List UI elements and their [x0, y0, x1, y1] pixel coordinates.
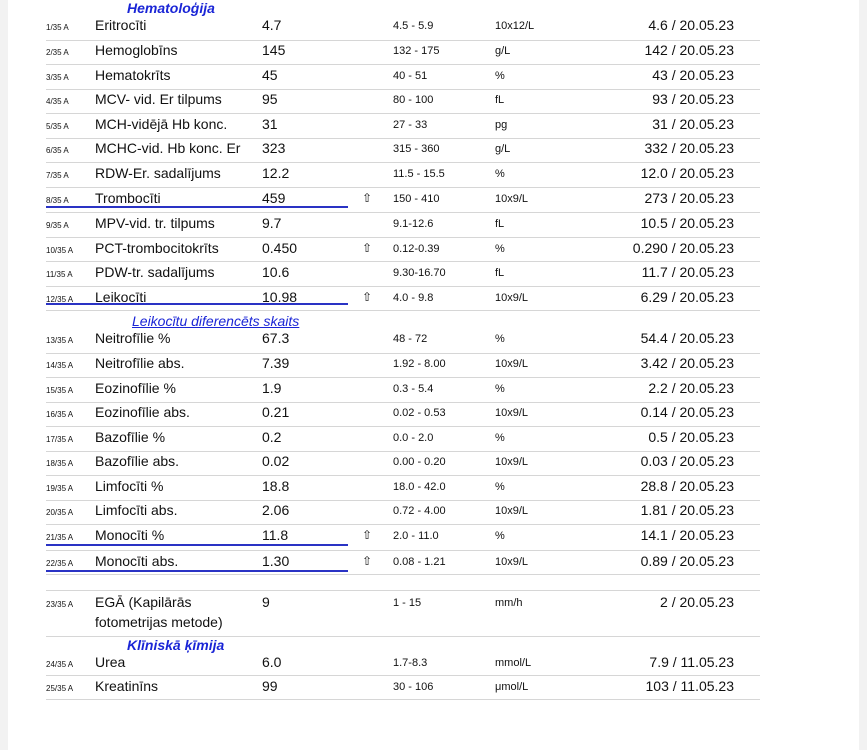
unit: % — [495, 530, 505, 542]
unit: 10x9/L — [495, 292, 529, 304]
result-value: 0.02 — [262, 453, 290, 469]
section-clinical-chemistry: Klīniskā ķīmija — [127, 637, 225, 653]
row-divider — [46, 212, 760, 213]
previous-result: 12.0 / 20.05.23 — [640, 165, 734, 181]
previous-result: 14.1 / 20.05.23 — [640, 527, 734, 543]
unit: fL — [495, 267, 505, 279]
test-name: Monocīti % — [95, 527, 165, 543]
unit: fL — [495, 218, 505, 230]
row-number: 14/35 A — [46, 361, 74, 370]
test-name: MCH-vidējā Hb konc. — [95, 116, 228, 132]
row-number: 17/35 A — [46, 435, 74, 444]
reference-range: 132 - 175 — [393, 45, 440, 57]
row-number: 20/35 A — [46, 508, 74, 517]
row-number: 24/35 A — [46, 660, 74, 669]
row-divider — [46, 310, 760, 311]
row-divider — [46, 699, 760, 700]
test-name: Limfocīti % — [95, 478, 164, 494]
row-divider — [46, 377, 760, 378]
row-number: 1/35 A — [46, 23, 69, 32]
abnormal-underline — [46, 544, 348, 546]
result-value: 18.8 — [262, 478, 290, 494]
result-value: 11.8 — [262, 527, 289, 543]
row-divider — [46, 636, 760, 637]
previous-result: 0.5 / 20.05.23 — [648, 429, 734, 445]
result-value: 4.7 — [262, 17, 282, 33]
result-value: 1.30 — [262, 553, 290, 569]
row-number: 21/35 A — [46, 533, 74, 542]
reference-range: 9.1-12.6 — [393, 218, 434, 230]
row-number: 10/35 A — [46, 246, 74, 255]
reference-range: 0.02 - 0.53 — [393, 407, 446, 419]
row-number: 8/35 A — [46, 196, 69, 205]
previous-result: 31 / 20.05.23 — [652, 116, 734, 132]
reference-range: 11.5 - 15.5 — [393, 168, 445, 180]
result-value: 99 — [262, 678, 278, 694]
result-value: 0.2 — [262, 429, 282, 445]
test-name: MCHC-vid. Hb konc. Er — [95, 140, 241, 156]
reference-range: 30 - 106 — [393, 681, 434, 693]
row-divider — [46, 261, 760, 262]
row-number: 6/35 A — [46, 146, 69, 155]
previous-result: 11.7 / 20.05.23 — [641, 264, 734, 280]
unit: 10x12/L — [495, 20, 535, 32]
row-number: 11/35 A — [46, 270, 73, 279]
unit: 10x9/L — [495, 193, 529, 205]
reference-range: 48 - 72 — [393, 333, 428, 345]
test-name: MPV-vid. tr. tilpums — [95, 215, 215, 231]
test-name: Leikocīti — [95, 289, 147, 305]
row-divider — [46, 675, 760, 676]
test-name: MCV- vid. Er tilpums — [95, 91, 222, 107]
test-name: Hematokrīts — [95, 67, 171, 83]
test-name: PDW-tr. sadalījums — [95, 264, 215, 280]
abnormal-underline — [46, 570, 348, 572]
row-number: 23/35 A — [46, 600, 74, 609]
reference-range: 0.08 - 1.21 — [393, 556, 446, 568]
unit: fL — [495, 94, 505, 106]
unit: 10x9/L — [495, 358, 529, 370]
unit: 10x9/L — [495, 556, 529, 568]
row-divider — [46, 475, 760, 476]
previous-result: 0.89 / 20.05.23 — [640, 553, 734, 569]
row-number: 9/35 A — [46, 221, 69, 230]
result-value: 67.3 — [262, 330, 290, 346]
row-number: 5/35 A — [46, 122, 69, 131]
high-flag-icon: ⇧ — [362, 290, 373, 304]
unit: % — [495, 383, 505, 395]
unit: mm/h — [495, 597, 523, 609]
test-name: Urea — [95, 654, 126, 670]
previous-result: 7.9 / 11.05.23 — [649, 654, 734, 670]
result-value: 12.2 — [262, 165, 290, 181]
result-value: 0.450 — [262, 240, 298, 256]
previous-result: 0.290 / 20.05.23 — [632, 240, 734, 256]
row-number: 4/35 A — [46, 97, 69, 106]
previous-result: 0.03 / 20.05.23 — [640, 453, 734, 469]
previous-result: 103 / 11.05.23 — [645, 678, 734, 694]
result-value: 459 — [262, 190, 286, 206]
row-divider — [46, 113, 760, 114]
reference-range: 1.7-8.3 — [393, 657, 428, 669]
row-number: 18/35 A — [46, 459, 74, 468]
row-number: 25/35 A — [46, 684, 74, 693]
result-value: 9 — [262, 594, 270, 610]
test-name: Bazofīlie abs. — [95, 453, 180, 469]
unit: % — [495, 432, 505, 444]
row-divider — [46, 187, 760, 188]
row-number: 19/35 A — [46, 484, 74, 493]
reference-range: 18.0 - 42.0 — [393, 481, 446, 493]
previous-result: 2.2 / 20.05.23 — [648, 380, 734, 396]
unit: % — [495, 243, 505, 255]
result-value: 9.7 — [262, 215, 282, 231]
section-hematology: Hematoloģija — [127, 0, 215, 16]
test-name: Neitrofīlie abs. — [95, 355, 185, 371]
reference-range: 0.3 - 5.4 — [393, 383, 434, 395]
reference-range: 150 - 410 — [393, 193, 440, 205]
unit: pg — [495, 119, 508, 131]
test-name: Hemoglobīns — [95, 42, 178, 58]
result-value: 31 — [262, 116, 278, 132]
row-divider — [46, 574, 760, 575]
test-name: PCT-trombocitokrīts — [95, 240, 219, 256]
high-flag-icon: ⇧ — [362, 528, 373, 542]
test-name: Eozinofīlie abs. — [95, 404, 190, 420]
unit: g/L — [495, 143, 511, 155]
row-divider — [46, 550, 760, 551]
unit: μmol/L — [495, 681, 529, 693]
unit: mmol/L — [495, 657, 532, 669]
row-divider — [46, 237, 760, 238]
unit: % — [495, 481, 505, 493]
reference-range: 1 - 15 — [393, 597, 422, 609]
result-value: 0.21 — [262, 404, 290, 420]
previous-result: 273 / 20.05.23 — [644, 190, 734, 206]
reference-range: 4.5 - 5.9 — [393, 20, 434, 32]
row-number: 7/35 A — [46, 171, 69, 180]
result-value: 10.6 — [262, 264, 290, 280]
unit: 10x9/L — [495, 407, 529, 419]
previous-result: 142 / 20.05.23 — [644, 42, 734, 58]
test-name: Bazofīlie % — [95, 429, 166, 445]
test-name: Kreatinīns — [95, 678, 159, 694]
high-flag-icon: ⇧ — [362, 241, 373, 255]
reference-range: 4.0 - 9.8 — [393, 292, 434, 304]
test-name: Trombocīti — [95, 190, 161, 206]
result-value: 145 — [262, 42, 286, 58]
section-leukocyte-differential: Leikocītu diferencēts skaits — [132, 313, 300, 329]
previous-result: 332 / 20.05.23 — [644, 140, 734, 156]
row-number: 12/35 A — [46, 295, 74, 304]
unit: g/L — [495, 45, 511, 57]
test-name: Neitrofīlie % — [95, 330, 171, 346]
previous-result: 93 / 20.05.23 — [652, 91, 734, 107]
previous-result: 1.81 / 20.05.23 — [640, 502, 734, 518]
high-flag-icon: ⇧ — [362, 554, 373, 568]
row-number: 16/35 A — [46, 410, 74, 419]
row-number: 3/35 A — [46, 73, 69, 82]
previous-result: 10.5 / 20.05.23 — [640, 215, 734, 231]
reference-range: 315 - 360 — [393, 143, 440, 155]
result-value: 2.06 — [262, 502, 290, 518]
previous-result: 28.8 / 20.05.23 — [640, 478, 734, 494]
row-divider — [46, 64, 760, 65]
unit: % — [495, 70, 505, 82]
previous-result: 2 / 20.05.23 — [660, 594, 734, 610]
previous-result: 3.42 / 20.05.23 — [640, 355, 734, 371]
reference-range: 0.0 - 2.0 — [393, 432, 434, 444]
row-divider — [46, 426, 760, 427]
test-name: Monocīti abs. — [95, 553, 179, 569]
result-value: 10.98 — [262, 289, 298, 305]
previous-result: 4.6 / 20.05.23 — [648, 17, 734, 33]
reference-range: 40 - 51 — [393, 70, 428, 82]
test-name: EGĀ (Kapilārās — [95, 594, 192, 610]
abnormal-underline — [46, 303, 348, 305]
previous-result: 0.14 / 20.05.23 — [640, 404, 734, 420]
row-number: 15/35 A — [46, 386, 74, 395]
reference-range: 80 - 100 — [393, 94, 434, 106]
row-divider — [46, 590, 760, 591]
reference-range: 0.12-0.39 — [393, 243, 440, 255]
test-name: Limfocīti abs. — [95, 502, 178, 518]
reference-range: 27 - 33 — [393, 119, 428, 131]
row-number: 22/35 A — [46, 559, 74, 568]
test-name: RDW-Er. sadalījums — [95, 165, 221, 181]
unit: % — [495, 168, 505, 180]
result-value: 1.9 — [262, 380, 282, 396]
result-value: 323 — [262, 140, 286, 156]
reference-range: 0.00 - 0.20 — [393, 456, 446, 468]
unit: 10x9/L — [495, 456, 529, 468]
result-value: 95 — [262, 91, 278, 107]
row-number: 13/35 A — [46, 336, 74, 345]
test-name: Eritrocīti — [95, 17, 147, 33]
row-divider — [46, 286, 760, 287]
reference-range: 1.92 - 8.00 — [393, 358, 446, 370]
reference-range: 9.30-16.70 — [393, 267, 446, 279]
unit: 10x9/L — [495, 505, 529, 517]
high-flag-icon: ⇧ — [362, 191, 373, 205]
row-divider — [46, 524, 760, 525]
test-name: Eozinofīlie % — [95, 380, 176, 396]
result-value: 45 — [262, 67, 278, 83]
previous-result: 6.29 / 20.05.23 — [640, 289, 734, 305]
row-divider — [46, 162, 760, 163]
reference-range: 2.0 - 11.0 — [393, 530, 439, 542]
test-name-continued: fotometrijas metode) — [95, 614, 223, 630]
unit: % — [495, 333, 505, 345]
row-number: 2/35 A — [46, 48, 69, 57]
previous-result: 43 / 20.05.23 — [652, 67, 734, 83]
reference-range: 0.72 - 4.00 — [393, 505, 446, 517]
result-value: 7.39 — [262, 355, 290, 371]
abnormal-underline — [46, 206, 348, 208]
result-value: 6.0 — [262, 654, 282, 670]
previous-result: 54.4 / 20.05.23 — [640, 330, 734, 346]
